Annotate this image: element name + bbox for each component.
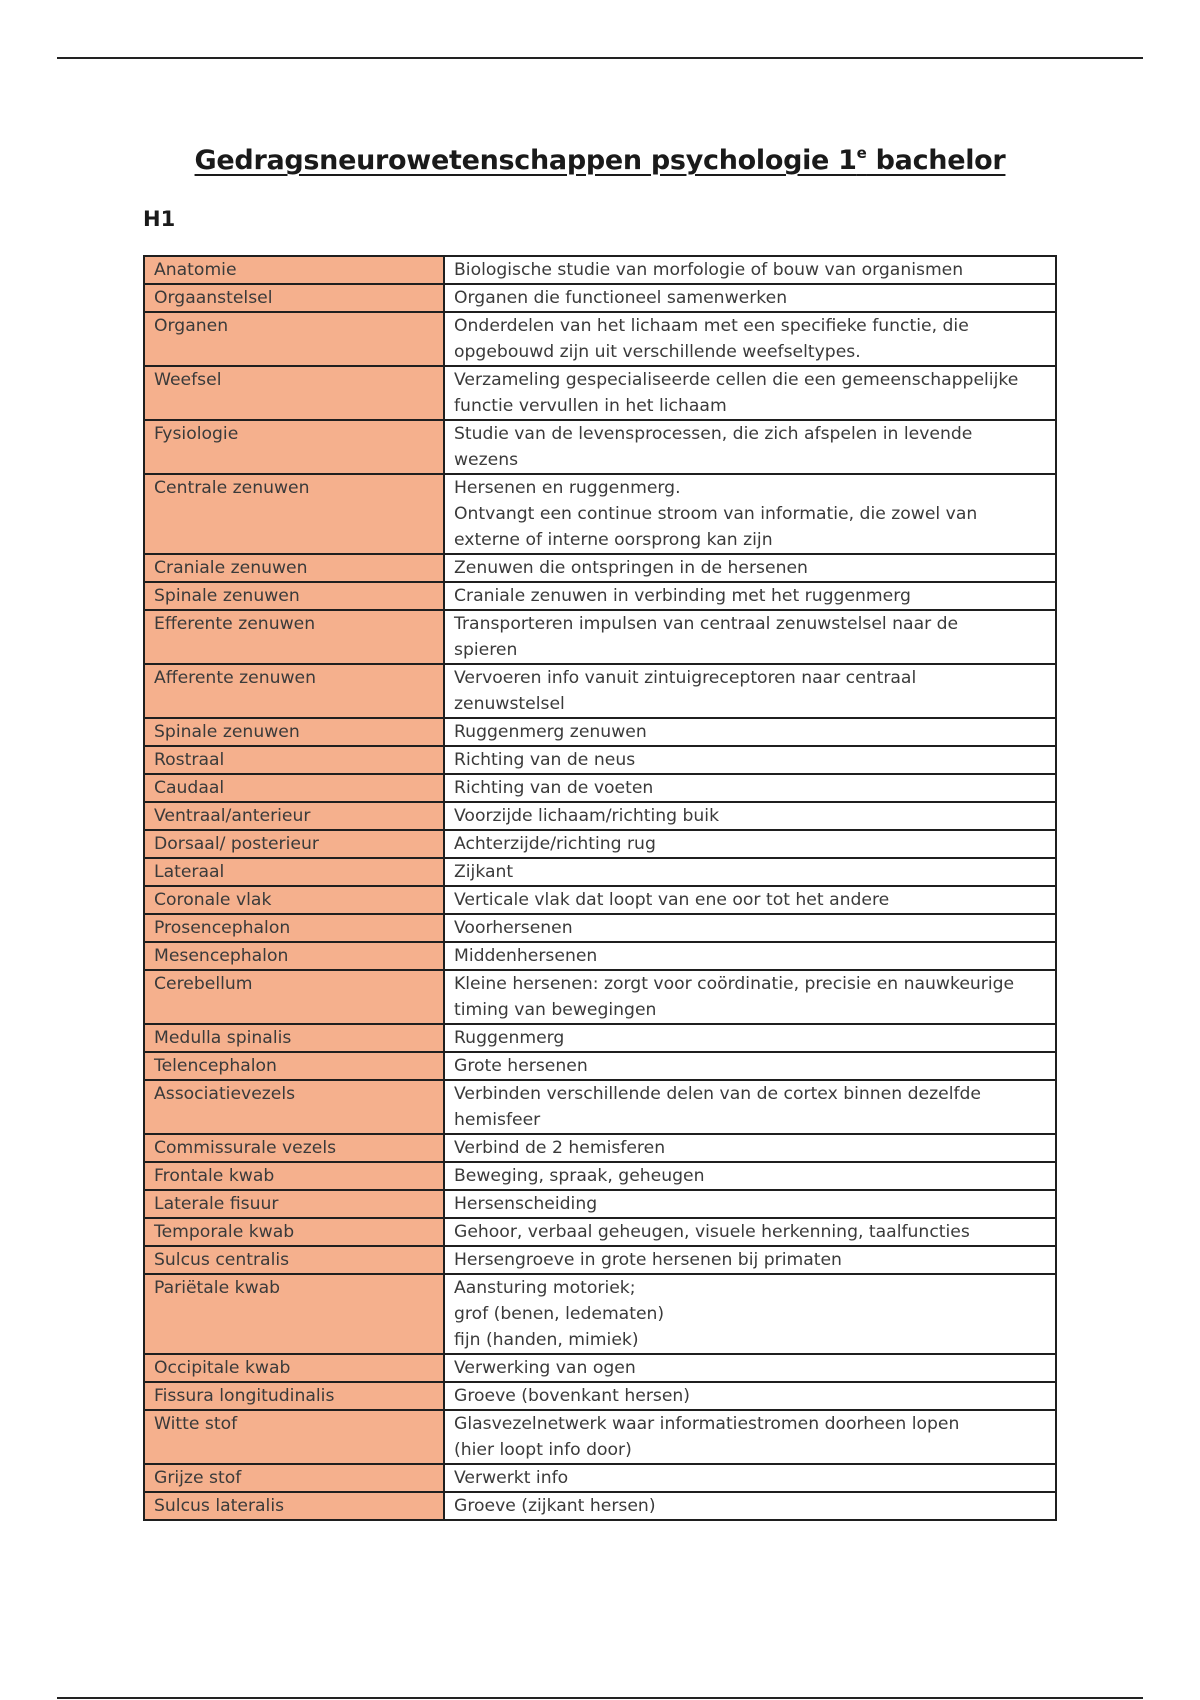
term-cell: Spinale zenuwen bbox=[144, 582, 444, 610]
definition-line: Ruggenmerg zenuwen bbox=[454, 722, 647, 742]
title-tail: bachelor bbox=[866, 145, 1006, 176]
definition-line: Zijkant bbox=[454, 862, 514, 882]
table-row bbox=[144, 1274, 1056, 1354]
definition-cell bbox=[444, 1410, 1056, 1464]
definition-cell bbox=[444, 970, 1056, 1024]
term-cell: Efferente zenuwen bbox=[144, 610, 444, 664]
header-rule bbox=[57, 57, 1143, 59]
definition-line: Voorhersenen bbox=[454, 918, 573, 938]
table-row bbox=[144, 256, 1056, 284]
term-cell: Centrale zenuwen bbox=[144, 474, 444, 554]
table-row bbox=[144, 1492, 1056, 1520]
footer-rule bbox=[57, 1697, 1143, 1699]
definition-line: Verbind de 2 hemisferen bbox=[454, 1138, 666, 1158]
term-cell: Rostraal bbox=[144, 746, 444, 774]
table-row bbox=[144, 1246, 1056, 1274]
definition-line: Organen die functioneel samenwerken bbox=[454, 288, 788, 308]
definition-cell bbox=[444, 474, 1056, 554]
definition-cell bbox=[444, 610, 1056, 664]
definition-line: grof (benen, ledematen) bbox=[454, 1304, 665, 1324]
term-cell: Anatomie bbox=[144, 256, 444, 284]
glossary-table-body bbox=[144, 256, 1056, 1520]
table-row bbox=[144, 1382, 1056, 1410]
definition-cell bbox=[444, 1080, 1056, 1134]
term-cell: Weefsel bbox=[144, 366, 444, 420]
definition-cell bbox=[444, 582, 1056, 610]
table-row bbox=[144, 312, 1056, 366]
definition-line: wezens bbox=[454, 450, 519, 470]
term-cell: Orgaanstelsel bbox=[144, 284, 444, 312]
definition-cell bbox=[444, 312, 1056, 366]
table-row bbox=[144, 746, 1056, 774]
term-cell: Medulla spinalis bbox=[144, 1024, 444, 1052]
definition-line: Craniale zenuwen in verbinding met het ruggenmerg bbox=[454, 586, 911, 606]
section-heading: H1 bbox=[143, 207, 176, 231]
definition-line: Verwerkt info bbox=[454, 1468, 569, 1488]
definition-cell bbox=[444, 1134, 1056, 1162]
table-row bbox=[144, 420, 1056, 474]
term-cell: Lateraal bbox=[144, 858, 444, 886]
term-cell: Temporale kwab bbox=[144, 1218, 444, 1246]
table-row bbox=[144, 774, 1056, 802]
title-superscript: e bbox=[856, 144, 867, 162]
definition-line: Zenuwen die ontspringen in de hersenen bbox=[454, 558, 808, 578]
table-row bbox=[144, 474, 1056, 554]
definition-line: Richting van de voeten bbox=[454, 778, 654, 798]
title-main: Gedragsneurowetenschappen psychologie 1 bbox=[194, 145, 857, 176]
table-row bbox=[144, 1190, 1056, 1218]
definition-line: zenuwstelsel bbox=[454, 694, 565, 714]
term-cell: Fysiologie bbox=[144, 420, 444, 474]
definition-line: spieren bbox=[454, 640, 518, 660]
definition-line: Gehoor, verbaal geheugen, visuele herkenning, taalfuncties bbox=[454, 1222, 970, 1242]
definition-cell bbox=[444, 1024, 1056, 1052]
term-cell: Occipitale kwab bbox=[144, 1354, 444, 1382]
term-cell: Grijze stof bbox=[144, 1464, 444, 1492]
table-row bbox=[144, 366, 1056, 420]
term-cell: Laterale fisuur bbox=[144, 1190, 444, 1218]
term-cell: Frontale kwab bbox=[144, 1162, 444, 1190]
definition-line: Beweging, spraak, geheugen bbox=[454, 1166, 705, 1186]
definition-line: Ruggenmerg bbox=[454, 1028, 565, 1048]
table-row bbox=[144, 1052, 1056, 1080]
definition-line: Studie van de levensprocessen, die zich afspelen in levende bbox=[454, 424, 973, 444]
definition-line: Verwerking van ogen bbox=[454, 1358, 636, 1378]
definition-line: Biologische studie van morfologie of bouw van organismen bbox=[454, 260, 964, 280]
definition-line: Kleine hersenen: zorgt voor coördinatie, precisie en nauwkeurige bbox=[454, 974, 1015, 994]
table-row bbox=[144, 802, 1056, 830]
definition-cell bbox=[444, 420, 1056, 474]
definition-cell bbox=[444, 1464, 1056, 1492]
definition-line: Aansturing motoriek; bbox=[454, 1278, 636, 1298]
definition-line: Onderdelen van het lichaam met een specifieke functie, die bbox=[454, 316, 969, 336]
term-cell: Ventraal/anterieur bbox=[144, 802, 444, 830]
definition-cell bbox=[444, 1246, 1056, 1274]
definition-line: Hersengroeve in grote hersenen bij primaten bbox=[454, 1250, 842, 1270]
term-cell: Sulcus centralis bbox=[144, 1246, 444, 1274]
term-cell: Afferente zenuwen bbox=[144, 664, 444, 718]
definition-line: functie vervullen in het lichaam bbox=[454, 396, 727, 416]
table-row bbox=[144, 1024, 1056, 1052]
term-cell: Fissura longitudinalis bbox=[144, 1382, 444, 1410]
definition-cell bbox=[444, 746, 1056, 774]
definition-line: opgebouwd zijn uit verschillende weefseltypes. bbox=[454, 342, 861, 362]
term-cell: Organen bbox=[144, 312, 444, 366]
definition-cell bbox=[444, 1190, 1056, 1218]
definition-cell bbox=[444, 1162, 1056, 1190]
term-cell: Caudaal bbox=[144, 774, 444, 802]
table-row bbox=[144, 718, 1056, 746]
definition-line: Vervoeren info vanuit zintuigreceptoren naar centraal bbox=[454, 668, 917, 688]
definition-cell bbox=[444, 1492, 1056, 1520]
definition-cell bbox=[444, 774, 1056, 802]
definition-line: Transporteren impulsen van centraal zenuwstelsel naar de bbox=[454, 614, 959, 634]
table-row bbox=[144, 664, 1056, 718]
definition-cell bbox=[444, 256, 1056, 284]
definition-line: Hersenscheiding bbox=[454, 1194, 598, 1214]
definition-cell bbox=[444, 554, 1056, 582]
definition-cell bbox=[444, 366, 1056, 420]
table-row bbox=[144, 1134, 1056, 1162]
definition-line: Verzameling gespecialiseerde cellen die een gemeenschappelijke bbox=[454, 370, 1019, 390]
table-row bbox=[144, 1218, 1056, 1246]
definition-cell bbox=[444, 284, 1056, 312]
definition-cell bbox=[444, 830, 1056, 858]
definition-line: fijn (handen, mimiek) bbox=[454, 1330, 639, 1350]
definition-cell bbox=[444, 1218, 1056, 1246]
definition-line: Groeve (zijkant hersen) bbox=[454, 1496, 656, 1516]
table-row bbox=[144, 1354, 1056, 1382]
definition-cell bbox=[444, 1274, 1056, 1354]
definition-line: Grote hersenen bbox=[454, 1056, 588, 1076]
term-cell: Sulcus lateralis bbox=[144, 1492, 444, 1520]
term-cell: Witte stof bbox=[144, 1410, 444, 1464]
document-title bbox=[0, 144, 1200, 176]
definition-cell bbox=[444, 1354, 1056, 1382]
definition-line: Verbinden verschillende delen van de cortex binnen dezelfde bbox=[454, 1084, 982, 1104]
table-row bbox=[144, 1464, 1056, 1492]
table-row bbox=[144, 1410, 1056, 1464]
table-row bbox=[144, 582, 1056, 610]
term-cell: Craniale zenuwen bbox=[144, 554, 444, 582]
definition-cell bbox=[444, 942, 1056, 970]
term-cell: Mesencephalon bbox=[144, 942, 444, 970]
term-cell: Cerebellum bbox=[144, 970, 444, 1024]
definition-line: Achterzijde/richting rug bbox=[454, 834, 656, 854]
definition-line: Ontvangt een continue stroom van informatie, die zowel van bbox=[454, 504, 978, 524]
definition-line: timing van bewegingen bbox=[454, 1000, 657, 1020]
table-row bbox=[144, 610, 1056, 664]
definition-line: Hersenen en ruggenmerg. bbox=[454, 478, 681, 498]
table-row bbox=[144, 554, 1056, 582]
table-row bbox=[144, 886, 1056, 914]
table-row bbox=[144, 970, 1056, 1024]
definition-line: hemisfeer bbox=[454, 1110, 541, 1130]
term-cell: Coronale vlak bbox=[144, 886, 444, 914]
table-row bbox=[144, 1080, 1056, 1134]
definition-line: (hier loopt info door) bbox=[454, 1440, 632, 1460]
definition-line: Glasvezelnetwerk waar informatiestromen doorheen lopen bbox=[454, 1414, 960, 1434]
term-cell: Associatievezels bbox=[144, 1080, 444, 1134]
definition-line: Verticale vlak dat loopt van ene oor tot het andere bbox=[454, 890, 890, 910]
table-row bbox=[144, 830, 1056, 858]
definition-cell bbox=[444, 664, 1056, 718]
definition-line: Middenhersenen bbox=[454, 946, 598, 966]
term-cell: Dorsaal/ posterieur bbox=[144, 830, 444, 858]
definition-cell bbox=[444, 718, 1056, 746]
definition-cell bbox=[444, 1382, 1056, 1410]
glossary-table bbox=[143, 255, 1057, 1521]
table-row bbox=[144, 284, 1056, 312]
table-row bbox=[144, 858, 1056, 886]
definition-cell bbox=[444, 858, 1056, 886]
definition-line: Voorzijde lichaam/richting buik bbox=[454, 806, 720, 826]
definition-cell bbox=[444, 914, 1056, 942]
definition-line: Groeve (bovenkant hersen) bbox=[454, 1386, 691, 1406]
table-row bbox=[144, 942, 1056, 970]
term-cell: Prosencephalon bbox=[144, 914, 444, 942]
term-cell: Telencephalon bbox=[144, 1052, 444, 1080]
term-cell: Commissurale vezels bbox=[144, 1134, 444, 1162]
table-row bbox=[144, 914, 1056, 942]
definition-cell bbox=[444, 886, 1056, 914]
definition-cell bbox=[444, 1052, 1056, 1080]
term-cell: Spinale zenuwen bbox=[144, 718, 444, 746]
definition-line: Richting van de neus bbox=[454, 750, 636, 770]
definition-cell bbox=[444, 802, 1056, 830]
term-cell: Pariëtale kwab bbox=[144, 1274, 444, 1354]
table-row bbox=[144, 1162, 1056, 1190]
definition-line: externe of interne oorsprong kan zijn bbox=[454, 530, 773, 550]
